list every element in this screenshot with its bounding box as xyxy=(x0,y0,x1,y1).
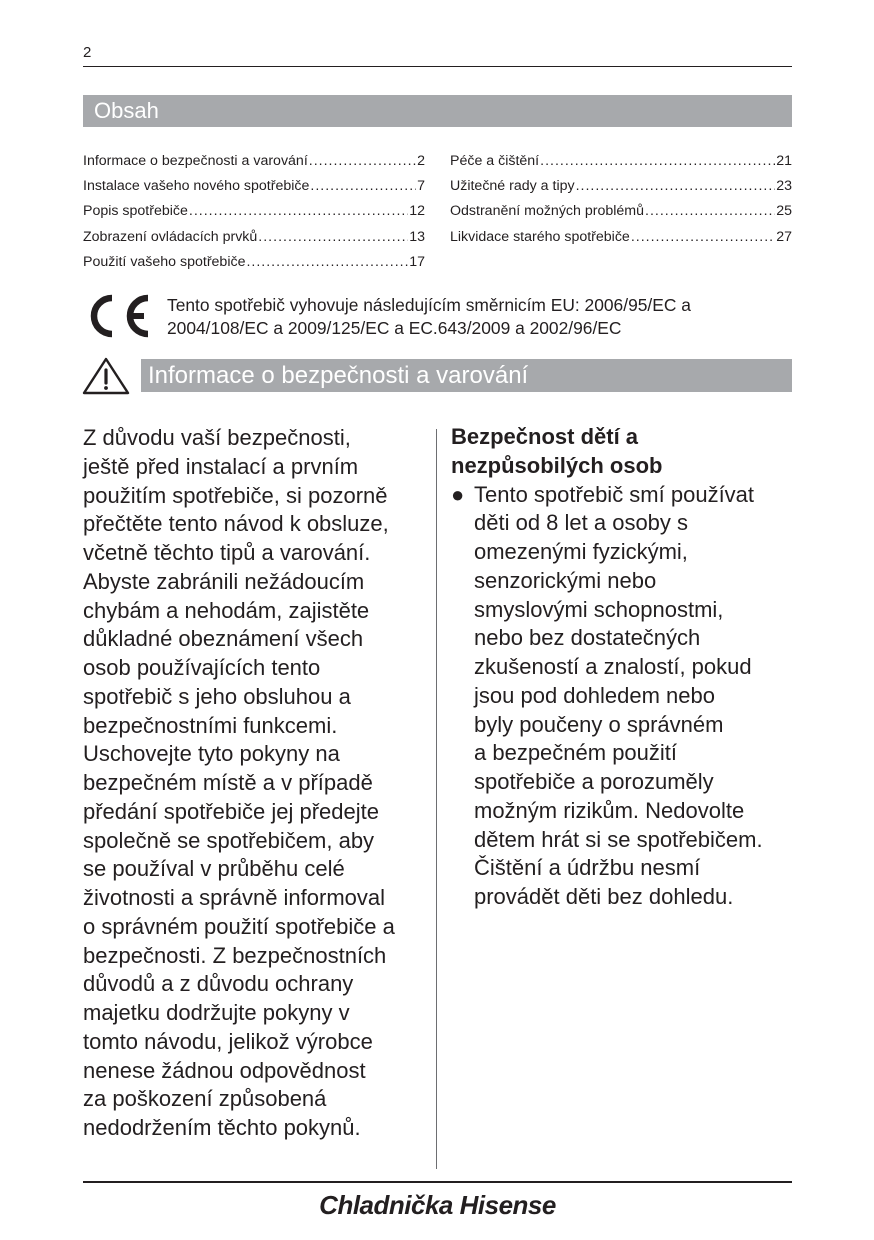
toc-entry-label: Zobrazení ovládacích prvků xyxy=(83,228,258,245)
toc-entry-page: 2 xyxy=(417,152,425,169)
column-divider xyxy=(436,429,437,1169)
text-line: nedodržením těchto pokynů. xyxy=(83,1115,361,1140)
toc-dot-leader xyxy=(576,178,776,194)
header-divider xyxy=(83,66,792,67)
text-line: chybám a nehodám, zajistěte xyxy=(83,597,370,623)
toc-entry-page: 7 xyxy=(417,178,425,195)
toc-entry-page: 12 xyxy=(409,203,425,220)
toc-dot-leader xyxy=(309,153,416,169)
text-line: omezenými fyzickými, xyxy=(474,539,688,564)
text-line: byly poučeny o správném xyxy=(474,711,724,737)
text-line: se používal v průběhu celé xyxy=(83,856,345,882)
toc-entry-page: 21 xyxy=(776,152,792,169)
text-line: dětem hrát si se spotřebičem. xyxy=(474,826,763,852)
text-line: smyslovými schopnostmi, xyxy=(474,596,724,622)
safety-section-header xyxy=(141,359,792,392)
page-number: 2 xyxy=(83,44,92,61)
text-line: za poškození způsobená xyxy=(83,1086,327,1112)
toc-right-column xyxy=(450,148,792,250)
toc-entry-page: 17 xyxy=(409,254,425,271)
toc-dot-leader xyxy=(258,229,408,245)
text-line: osob používajících tento xyxy=(83,655,321,680)
text-line: životnosti a správně informoval xyxy=(83,885,386,910)
text-line: senzorickými nebo xyxy=(474,567,657,593)
text-line: spotřebič s jeho obsluhou a xyxy=(83,683,351,709)
text-line: o správném použití spotřebiče a xyxy=(83,913,395,939)
text-line: důvodů a z důvodu ochrany xyxy=(83,971,354,997)
toc-title: Obsah xyxy=(94,98,159,123)
text-line: možným rizikům. Nedovolte xyxy=(474,797,745,823)
text-line: tomto návodu, jelikož výrobce xyxy=(83,1028,373,1054)
toc-dot-leader xyxy=(246,254,408,270)
ce-text-line: Tento spotřebič vyhovuje následujícím směrnicím EU: 2006/95/EC a xyxy=(167,295,691,315)
text-line: jsou pod dohledem nebo xyxy=(474,682,715,708)
text-line: nebo bez dostatečných xyxy=(474,625,701,651)
toc-entry-page: 13 xyxy=(409,228,425,245)
toc-entry-page: 27 xyxy=(776,228,792,245)
text-line: důkladné obeznámení všech xyxy=(83,626,364,652)
text-line: předání spotřebiče jej předejte xyxy=(83,798,379,824)
bullet-dot-icon: ● xyxy=(451,481,465,507)
toc-entry[interactable] xyxy=(450,199,792,224)
text-line: majetku dodržujte pokyny v xyxy=(83,1000,350,1025)
text-line: společně se spotřebičem, aby xyxy=(83,827,375,853)
toc-dot-leader xyxy=(645,203,775,219)
text-line: Uschovejte tyto pokyny na xyxy=(83,741,340,767)
toc-entry[interactable] xyxy=(450,173,792,198)
text-line: Tento spotřebič smí používat xyxy=(474,481,755,507)
toc-entry-page: 23 xyxy=(776,178,792,195)
footer-divider xyxy=(83,1181,792,1183)
text-line: Čištění a údržbu nesmí xyxy=(474,855,701,881)
toc-entry[interactable] xyxy=(83,250,425,275)
text-line: Abyste zabránili nežádoucím xyxy=(83,568,365,594)
toc-entry-label: Péče a čištění xyxy=(450,152,540,169)
text-line: použitím spotřebiče, si pozorně xyxy=(83,482,388,508)
toc-entry-label: Použití vašeho spotřebiče xyxy=(83,254,246,271)
child-safety-heading xyxy=(451,423,796,481)
text-line: a bezpečném použití xyxy=(474,740,678,766)
toc-entry-label: Informace o bezpečnosti a varování xyxy=(83,152,308,169)
bullet-text xyxy=(474,481,763,912)
toc-dot-leader xyxy=(631,229,775,245)
text-line: nenese žádnou odpovědnost xyxy=(83,1057,366,1083)
text-line: přečtěte tento návod k obsluze, xyxy=(83,511,389,537)
toc-entry-label: Užitečné rady a tipy xyxy=(450,178,575,195)
toc-entry-label: Likvidace starého spotřebiče xyxy=(450,228,630,245)
toc-entry[interactable] xyxy=(450,148,792,173)
text-line: bezpečnosti. Z bezpečnostních xyxy=(83,942,387,968)
toc-dot-leader xyxy=(310,178,416,194)
toc-entry-label: Instalace vašeho nového spotřebiče xyxy=(83,178,310,195)
bullet-item xyxy=(451,481,796,912)
toc-entry[interactable] xyxy=(83,224,425,249)
ce-mark-icon xyxy=(82,292,152,340)
safety-intro-paragraph xyxy=(83,424,428,1143)
safety-section-title: Informace o bezpečnosti a varování xyxy=(148,362,529,389)
toc-entry-page: 25 xyxy=(776,203,792,220)
heading-line: nezpůsobilých osob xyxy=(451,452,663,478)
ce-text-line: 2004/108/EC a 2009/125/EC a EC.643/2009 a 2002/96/EC xyxy=(167,318,622,338)
toc-entry[interactable] xyxy=(83,199,425,224)
footer-title: Chladnička Hisense xyxy=(319,1190,556,1220)
heading-line: Bezpečnost dětí a xyxy=(451,424,639,449)
text-line: spotřebiče a porozuměly xyxy=(474,769,714,794)
text-line: bezpečnostními funkcemi. xyxy=(83,712,338,738)
text-line: provádět děti bez dohledu. xyxy=(474,884,734,909)
toc-left-column xyxy=(83,148,425,275)
toc-entry-label: Odstranění možných problémů xyxy=(450,203,644,220)
toc-entry[interactable] xyxy=(83,173,425,198)
warning-triangle-icon xyxy=(81,356,131,396)
toc-entry[interactable] xyxy=(450,224,792,249)
text-line: Z důvodu vaší bezpečnosti, xyxy=(83,425,351,450)
toc-dot-leader xyxy=(540,153,775,169)
toc-dot-leader xyxy=(189,203,408,219)
text-line: včetně těchto tipů a varování. xyxy=(83,540,371,565)
child-safety-section xyxy=(451,423,796,912)
toc-entry[interactable] xyxy=(83,148,425,173)
text-line: zkušeností a znalostí, pokud xyxy=(474,654,752,679)
text-line: děti od 8 let a osoby s xyxy=(474,510,689,536)
ce-compliance-text xyxy=(167,294,792,340)
toc-entry-label: Popis spotřebiče xyxy=(83,203,188,220)
toc-section-header xyxy=(83,95,792,127)
text-line: bezpečném místě a v případě xyxy=(83,770,373,795)
text-line: ještě před instalací a prvním xyxy=(83,453,359,479)
